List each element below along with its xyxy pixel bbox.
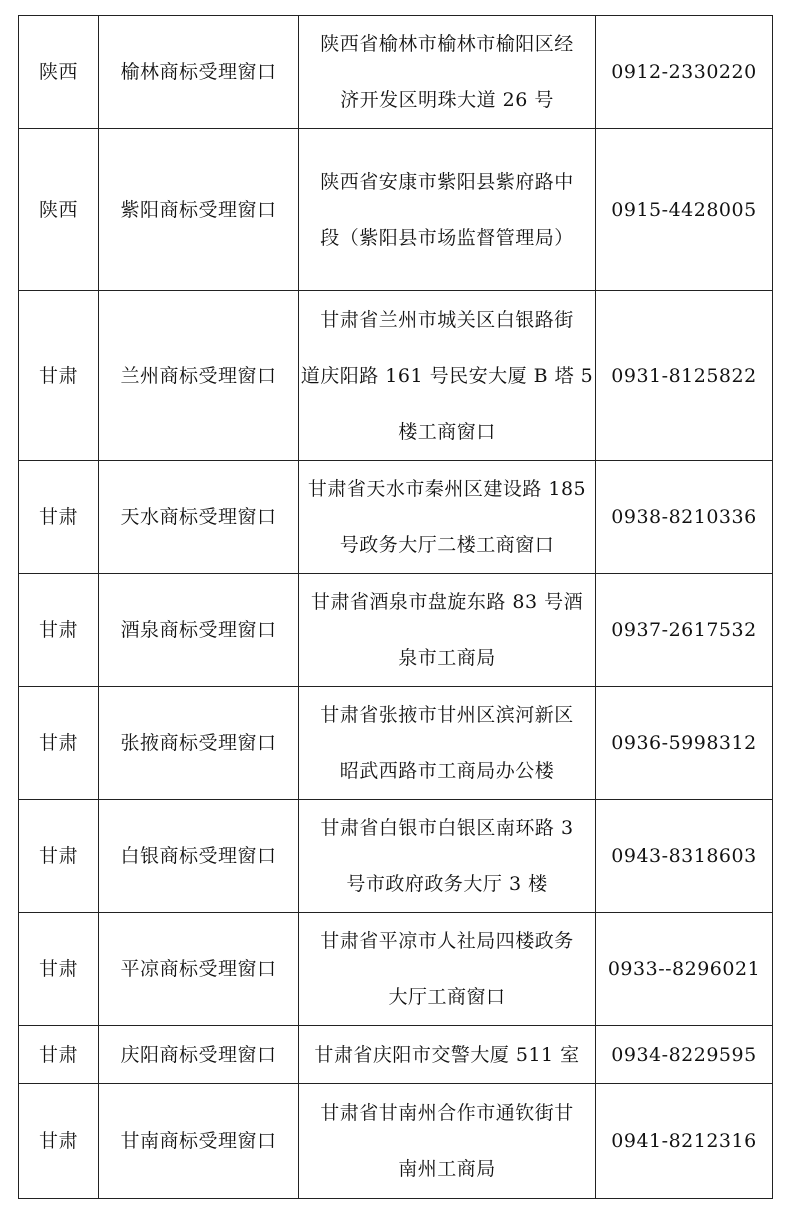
- address-line: 大厅工商窗口: [388, 986, 506, 1008]
- table-row: [19, 291, 773, 461]
- address-line: 昭武西路市工商局办公楼: [339, 760, 555, 782]
- address-cell: [299, 687, 596, 800]
- address-line: 陕西省安康市紫阳县紫府路中: [320, 170, 574, 193]
- window-name-cell: 兰州商标受理窗口: [99, 291, 299, 461]
- address-line: 甘肃省张掖市甘州区滨河新区: [320, 704, 574, 726]
- address-cell: [299, 1084, 596, 1199]
- address-line: 甘肃省甘南州合作市通钦街甘: [320, 1102, 574, 1124]
- address-line: 甘肃省庆阳市交警大厦 511 室: [314, 1043, 580, 1066]
- address-line: 济开发区明珠大道 26 号: [340, 89, 554, 111]
- phone-cell: 0943-8318603: [596, 800, 773, 913]
- table-row: [19, 16, 773, 129]
- table-row: [19, 800, 773, 913]
- window-name-cell: 榆林商标受理窗口: [99, 16, 299, 129]
- province-cell: 甘肃: [19, 1084, 99, 1199]
- address-cell: [299, 16, 596, 129]
- province-cell: 甘肃: [19, 574, 99, 687]
- address-cell: [299, 129, 596, 291]
- address-cell: [299, 913, 596, 1026]
- table-row: [19, 1026, 773, 1084]
- table-row: [19, 687, 773, 800]
- address-line: 甘肃省白银市白银区南环路 3: [320, 817, 574, 839]
- table-row: [19, 574, 773, 687]
- address-cell: [299, 291, 596, 461]
- phone-cell: 0934-8229595: [596, 1026, 773, 1084]
- window-name-cell: 酒泉商标受理窗口: [99, 574, 299, 687]
- address-line: 楼工商窗口: [398, 420, 496, 443]
- phone-cell: 0937-2617532: [596, 574, 773, 687]
- phone-cell: 0912-2330220: [596, 16, 773, 129]
- table-body: [19, 16, 773, 1199]
- table-row: [19, 129, 773, 291]
- window-name-cell: 甘南商标受理窗口: [99, 1084, 299, 1199]
- address-line: 甘肃省酒泉市盘旋东路 83 号酒: [310, 591, 584, 613]
- phone-cell: 0931-8125822: [596, 291, 773, 461]
- phone-cell: 0936-5998312: [596, 687, 773, 800]
- address-line: 号市政府政务大厅 3 楼: [346, 873, 548, 895]
- address-line: 甘肃省兰州市城关区白银路街: [320, 308, 574, 331]
- phone-cell: 0915-4428005: [596, 129, 773, 291]
- window-name-cell: 天水商标受理窗口: [99, 461, 299, 574]
- address-cell: [299, 1026, 596, 1084]
- table-row: [19, 913, 773, 1026]
- window-name-cell: 白银商标受理窗口: [99, 800, 299, 913]
- phone-cell: 0933--8296021: [596, 913, 773, 1026]
- province-cell: 甘肃: [19, 913, 99, 1026]
- address-line: 段（紫阳县市场监督管理局）: [320, 226, 574, 249]
- table-row: [19, 461, 773, 574]
- address-line: 泉市工商局: [398, 647, 496, 669]
- address-cell: [299, 800, 596, 913]
- province-cell: 甘肃: [19, 800, 99, 913]
- address-line: 号政务大厅二楼工商窗口: [339, 534, 555, 556]
- province-cell: 甘肃: [19, 1026, 99, 1084]
- trademark-window-table: [18, 15, 773, 1199]
- province-cell: 陕西: [19, 16, 99, 129]
- province-cell: 甘肃: [19, 461, 99, 574]
- address-line: 陕西省榆林市榆林市榆阳区经: [320, 33, 574, 55]
- address-line: 南州工商局: [398, 1158, 496, 1180]
- window-name-cell: 平凉商标受理窗口: [99, 913, 299, 1026]
- phone-cell: 0938-8210336: [596, 461, 773, 574]
- province-cell: 甘肃: [19, 687, 99, 800]
- window-name-cell: 庆阳商标受理窗口: [99, 1026, 299, 1084]
- phone-cell: 0941-8212316: [596, 1084, 773, 1199]
- window-name-cell: 紫阳商标受理窗口: [99, 129, 299, 291]
- province-cell: 甘肃: [19, 291, 99, 461]
- address-cell: [299, 574, 596, 687]
- address-line: 甘肃省平凉市人社局四楼政务: [320, 930, 574, 952]
- window-name-cell: 张掖商标受理窗口: [99, 687, 299, 800]
- table-row: [19, 1084, 773, 1199]
- province-cell: 陕西: [19, 129, 99, 291]
- address-line: 道庆阳路 161 号民安大厦 B 塔 5: [300, 364, 594, 387]
- address-line: 甘肃省天水市秦州区建设路 185: [307, 478, 587, 500]
- address-cell: [299, 461, 596, 574]
